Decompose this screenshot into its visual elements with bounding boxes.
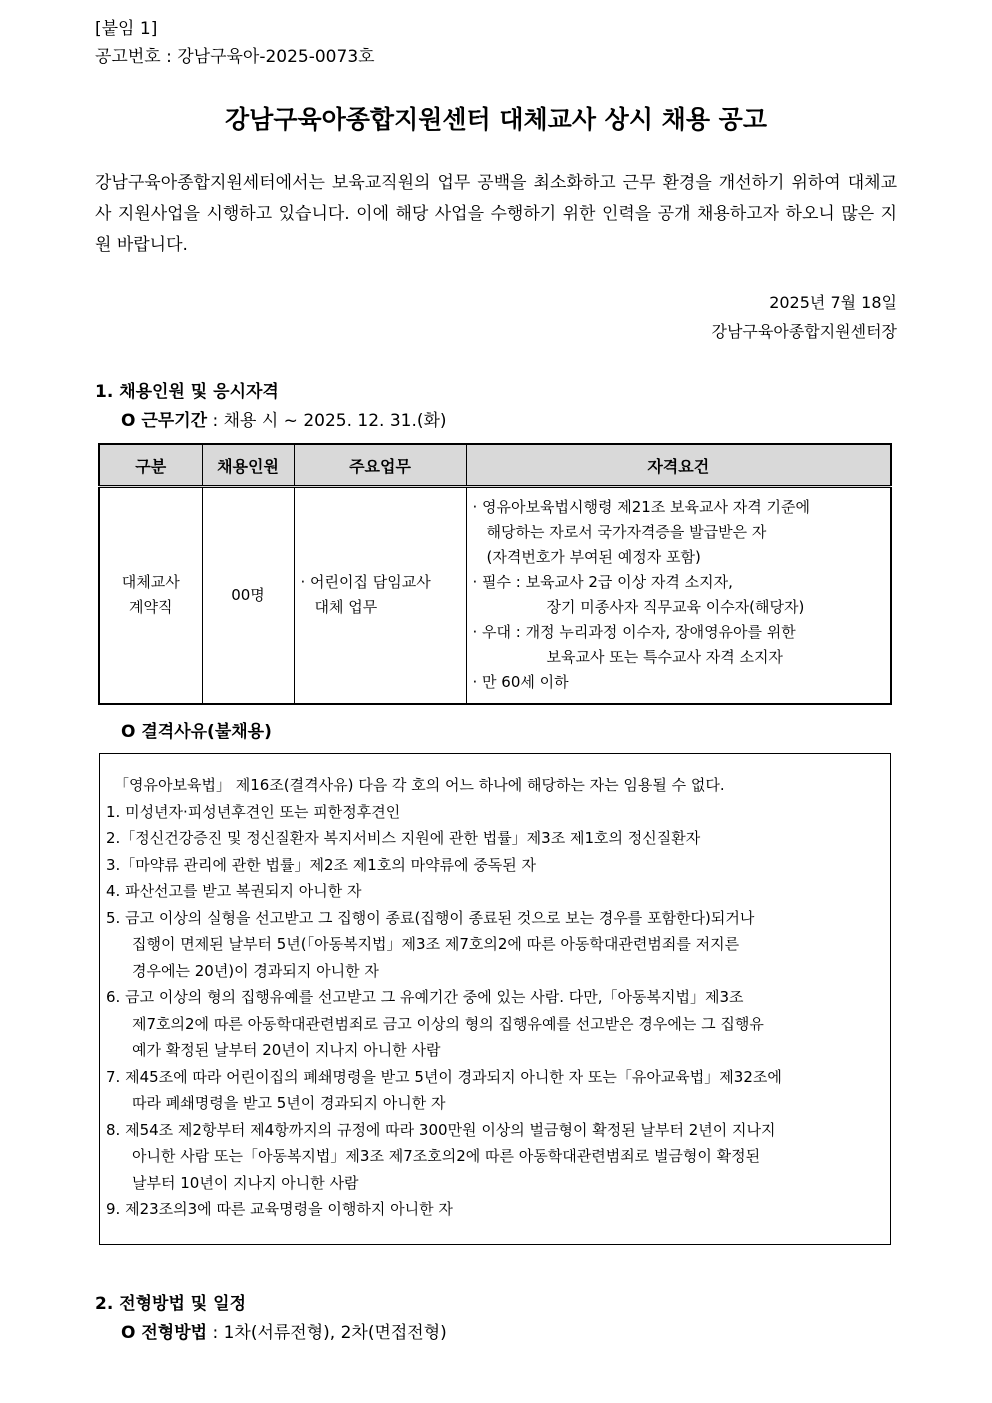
intro-paragraph: 강남구육아종합지원세터에서는 보육교직원의 업무 공백을 최소화하고 근무 환경을 개선하기 위하여 대체교사 지원사업을 시행하고 있습니다. 이에 해당 사업을 수행하기 위한 인력을 공개 채용하고자 하오니 많은 지원 바랍니다. xyxy=(95,173,897,255)
category-line2: 계약직 xyxy=(129,598,173,617)
qual-line: 보육교사 또는 특수교사 자격 소지자 xyxy=(546,648,783,667)
qual-line: · 우대 : 개정 누리과정 이수자, 장애영유아를 위한 xyxy=(472,623,796,642)
list-item: 2.「정신건강증진 및 정신질환자 복지서비스 지원에 관한 법률」제3조 제1호의 정신질환자 xyxy=(106,829,701,847)
announcement-date: 2025년 7월 18일 xyxy=(769,293,897,312)
list-item: 6. 금고 이상의 형의 집행유예를 선고받고 그 유예기간 중에 있는 사람. 다만,「아동복지법」제3조 xyxy=(106,988,744,1006)
header-qualifications: 자격요건 xyxy=(466,444,891,487)
list-item-continued: 아니한 사람 또는「아동복지법」제3조 제7조호의2에 따른 아동학대관련범죄로 벌금형이 확정된 xyxy=(132,1147,761,1165)
category-cell xyxy=(99,487,202,704)
list-item: 4. 파산선고를 받고 복권되지 아니한 자 xyxy=(106,882,362,900)
qualifications-cell xyxy=(466,487,891,704)
list-item-continued: 제7호의2에 따른 아동학대관련범죄로 금고 이상의 형의 집행유예를 선고받은 경우에는 그 집행유 xyxy=(132,1014,764,1033)
disqualification-box xyxy=(99,753,891,1245)
work-period-label: O 근무기간 xyxy=(121,411,208,431)
list-item-continued: 날부터 10년이 지나지 아니한 사람 xyxy=(132,1173,359,1192)
section1-heading: 1. 채용인원 및 응시자격 xyxy=(95,382,279,402)
selection-method-label: O 전형방법 xyxy=(121,1323,208,1343)
list-item-continued: 예가 확정된 날부터 20년이 지나지 아니한 사람 xyxy=(132,1041,441,1059)
headcount-cell: 00명 xyxy=(202,487,294,704)
qual-line: (자격번호가 부여된 예정자 포함) xyxy=(486,548,701,567)
list-item-continued: 경우에는 20년)이 경과되지 아니한 자 xyxy=(132,961,379,980)
list-item: 9. 제23조의3에 따른 교육명령을 이행하지 아니한 자 xyxy=(106,1200,453,1218)
table-header-row xyxy=(99,444,891,487)
qual-line: 해당하는 자로서 국가자격증을 발급받은 자 xyxy=(486,523,767,542)
list-item: 5. 금고 이상의 실형을 선고받고 그 집행이 종료(집행이 종료된 것으로 보는 경우를 포함한다)되거나 xyxy=(106,908,755,927)
work-period-value: : 채용 시 ~ 2025. 12. 31.(화) xyxy=(207,411,447,431)
list-item: 3.「마약류 관리에 관한 법률」제2조 제1호의 마약류에 중독된 자 xyxy=(106,855,537,874)
issuer: 강남구육아종합지원센터장 xyxy=(711,322,897,341)
recruitment-table xyxy=(98,443,892,705)
selection-method-value: : 1차(서류전형), 2차(면접전형) xyxy=(207,1323,447,1343)
header-headcount: 채용인원 xyxy=(202,444,294,487)
work-period xyxy=(121,406,447,431)
duty-cell xyxy=(294,487,466,704)
disqualification-list xyxy=(106,772,884,1223)
disqualification-label: O 결격사유(불채용) xyxy=(121,722,272,742)
section2-heading: 2. 전형방법 및 일정 xyxy=(95,1294,246,1314)
list-item: 8. 제54조 제2항부터 제4항까지의 규정에 따라 300만원 이상의 벌금형이 확정된 날부터 2년이 지나지 xyxy=(106,1120,776,1139)
page-title: 강남구육아종합지원센터 대체교사 상시 채용 공고 xyxy=(225,105,767,134)
list-item-continued: 집행이 면제된 날부터 5년(「아동복지법」제3조 제7호의2에 따른 아동학대관련범죄를 저지른 xyxy=(132,935,740,953)
list-item-continued: 따라 폐쇄명령을 받고 5년이 경과되지 아니한 자 xyxy=(132,1094,446,1112)
list-item: 7. 제45조에 따라 어린이집의 폐쇄명령을 받고 5년이 경과되지 아니한 자 또는「유아교육법」제32조에 xyxy=(106,1067,782,1086)
header-category: 구분 xyxy=(99,444,202,487)
duty-line2: 대체 업무 xyxy=(314,598,378,617)
qual-line: · 필수 : 보육교사 2급 이상 자격 소지자, xyxy=(472,573,733,592)
qual-line: · 만 60세 이하 xyxy=(472,673,569,692)
attachment-label: [붙임 1] xyxy=(95,19,158,39)
list-item: 1. 미성년자·피성년후견인 또는 피한정후견인 xyxy=(106,802,401,821)
notice-number: 공고번호 : 강남구육아-2025-0073호 xyxy=(95,47,375,67)
qual-line: · 영유아보육법시행령 제21조 보육교사 자격 기준에 xyxy=(472,498,810,517)
table-row xyxy=(99,487,891,704)
selection-method xyxy=(121,1318,447,1343)
duty-line1: · 어린이집 담임교사 xyxy=(300,573,431,592)
qual-line: 장기 미종사자 직무교육 이수자(해당자) xyxy=(546,598,805,617)
header-duty: 주요업무 xyxy=(294,444,466,487)
disqualification-intro: 「영유아보육법」 제16조(결격사유) 다음 각 호의 어느 하나에 해당하는 자는 임용될 수 없다. xyxy=(114,776,725,794)
category-line1: 대체교사 xyxy=(121,573,180,592)
